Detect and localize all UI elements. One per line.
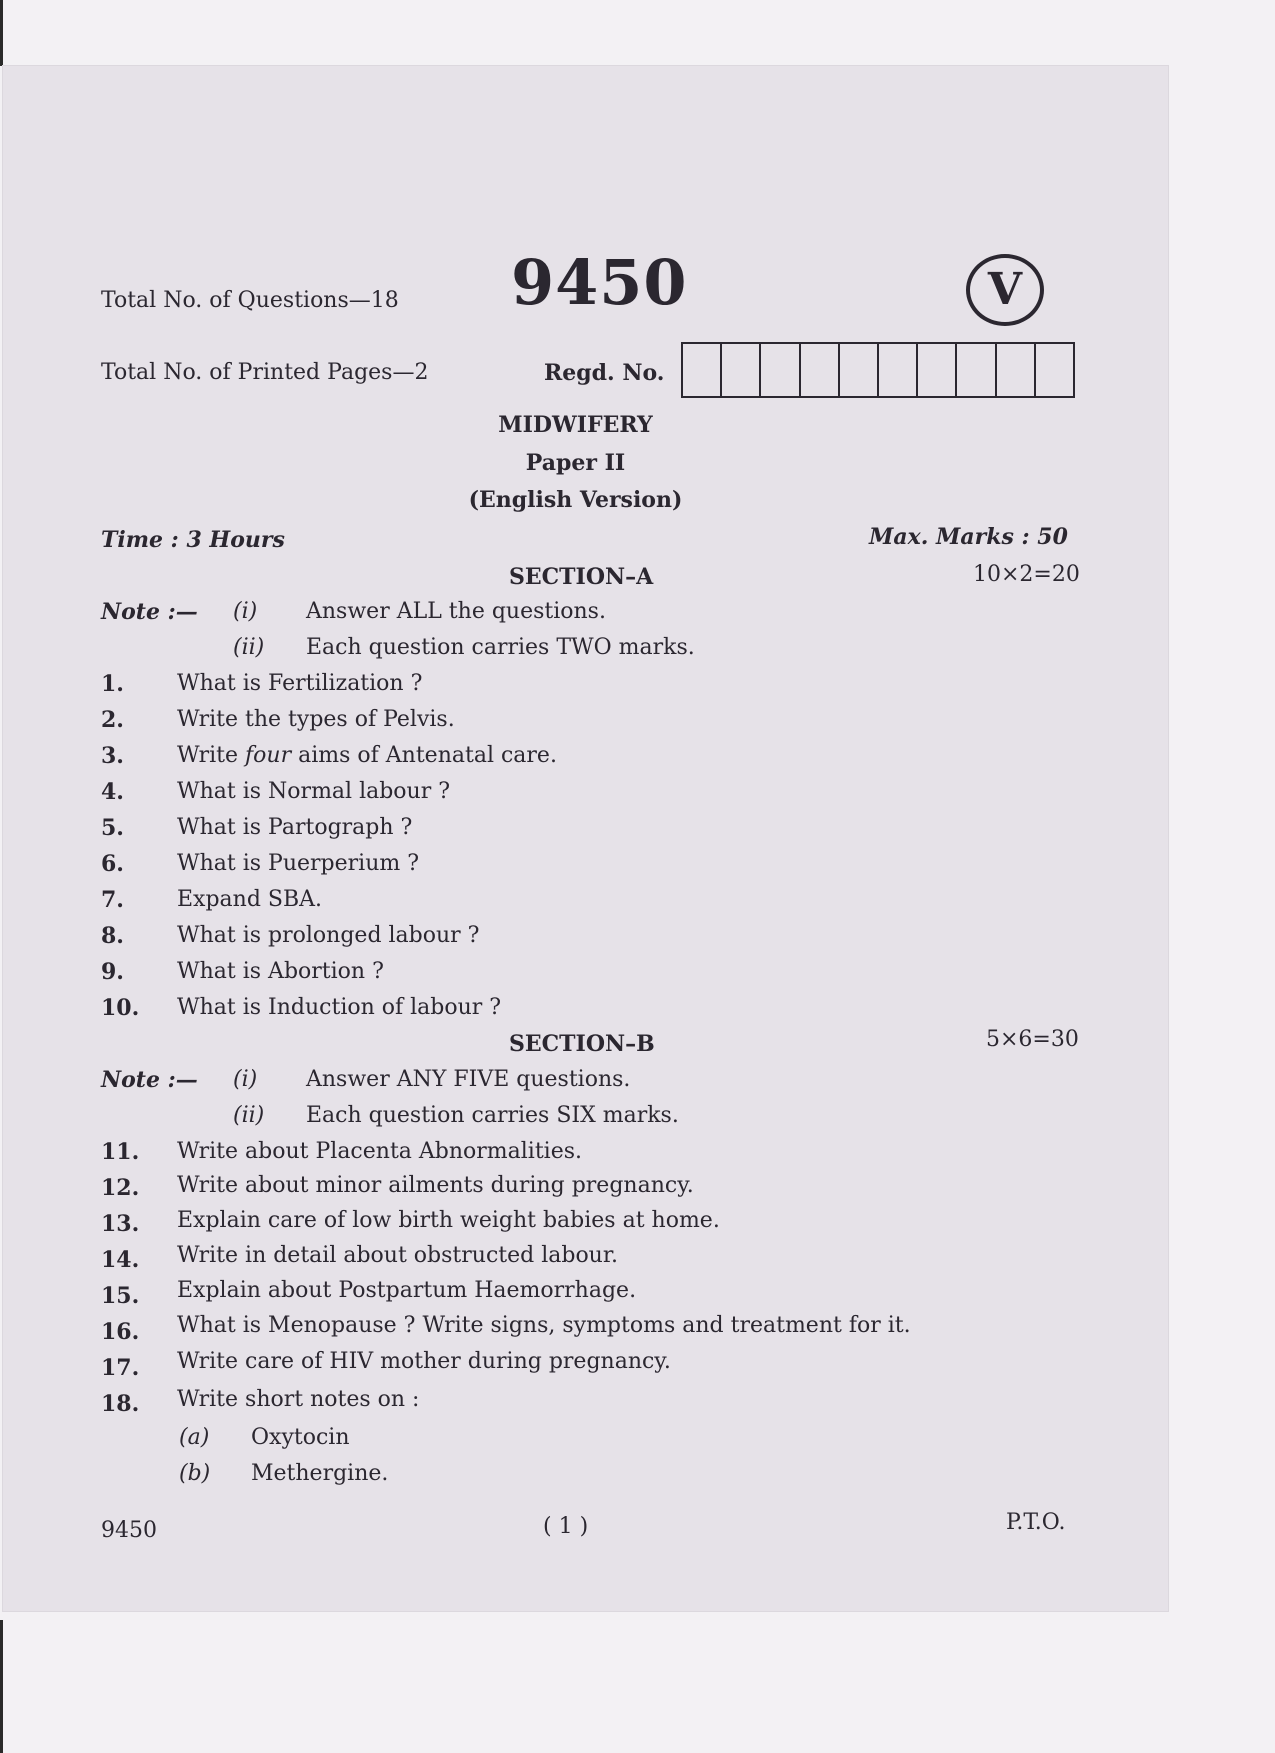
subject-title: MIDWIFERY [498, 412, 653, 438]
note-text: Each question carries TWO marks. [306, 635, 695, 660]
pto-label: P.T.O. [1006, 1510, 1066, 1535]
question-text: What is Fertilization ? [177, 671, 423, 696]
question-text: Write in detail about obstructed labour. [177, 1243, 618, 1268]
total-questions: Total No. of Questions—18 [101, 288, 399, 313]
time-label: Time : 3 Hours [101, 527, 285, 553]
question-number: 15. [101, 1283, 140, 1309]
question-number: 12. [101, 1175, 140, 1201]
question-text: What is Menopause ? Write signs, symptoms and treatment for it. [177, 1313, 911, 1338]
question-text: What is Partograph ? [177, 815, 413, 840]
regd-label: Regd. No. [544, 360, 665, 386]
section-a-marks: 10×2=20 [973, 562, 1080, 587]
paper-title: Paper II [525, 450, 626, 476]
scan-edge [0, 1620, 3, 1753]
question-number: 5. [101, 815, 124, 841]
subpart-text: Oxytocin [251, 1425, 350, 1450]
question-text: What is Induction of labour ? [177, 995, 502, 1020]
page-number: ( 1 ) [543, 1514, 589, 1539]
regd-cell[interactable] [801, 344, 840, 396]
regd-cell[interactable] [957, 344, 996, 396]
question-text: Write about minor ailments during pregnancy. [177, 1173, 694, 1198]
question-number: 14. [101, 1247, 140, 1273]
regd-cell[interactable] [840, 344, 879, 396]
paper-code: 9450 [511, 246, 688, 319]
section-b-note-label: Note :— [101, 1067, 198, 1093]
question-number: 7. [101, 887, 124, 913]
question-text: What is Normal labour ? [177, 779, 451, 804]
question-text: What is prolonged labour ? [177, 923, 480, 948]
regd-cell[interactable] [722, 344, 761, 396]
question-text: Expand SBA. [177, 887, 323, 912]
question-number: 16. [101, 1319, 140, 1345]
question-number: 1. [101, 671, 124, 697]
version-badge: V [966, 254, 1044, 326]
note-mark: (i) [233, 599, 258, 624]
subpart-mark: (a) [179, 1425, 210, 1450]
question-text: Write short notes on : [177, 1387, 420, 1412]
note-text: Answer ALL the questions. [306, 599, 606, 624]
section-b-marks: 5×6=30 [986, 1027, 1079, 1052]
total-pages: Total No. of Printed Pages—2 [101, 360, 429, 385]
regd-cell[interactable] [879, 344, 918, 396]
question-number: 13. [101, 1211, 140, 1237]
regd-cell[interactable] [761, 344, 800, 396]
question-text: Write about Placenta Abnormalities. [177, 1139, 583, 1164]
max-marks-label: Max. Marks : 50 [869, 524, 1068, 550]
question-number: 17. [101, 1355, 140, 1381]
section-b-heading: SECTION–B [509, 1031, 655, 1057]
regd-number-boxes[interactable] [681, 342, 1075, 398]
question-number: 4. [101, 779, 124, 805]
section-a-note-label: Note :— [101, 599, 198, 625]
note-text: Answer ANY FIVE questions. [306, 1067, 631, 1092]
exam-sheet [3, 66, 1168, 1611]
question-number: 6. [101, 851, 124, 877]
subpart-text: Methergine. [251, 1461, 389, 1486]
note-text: Each question carries SIX marks. [306, 1103, 679, 1128]
regd-cell[interactable] [683, 344, 722, 396]
question-text: Write care of HIV mother during pregnancy. [177, 1349, 671, 1374]
question-text: What is Abortion ? [177, 959, 384, 984]
regd-cell[interactable] [997, 344, 1036, 396]
section-a-heading: SECTION–A [509, 564, 654, 590]
scan-edge [0, 0, 3, 66]
question-number: 18. [101, 1391, 140, 1417]
note-mark: (ii) [233, 635, 265, 660]
footer-code: 9450 [101, 1518, 157, 1543]
question-text: Explain care of low birth weight babies at home. [177, 1208, 720, 1233]
question-text: What is Puerperium ? [177, 851, 420, 876]
question-text: Explain about Postpartum Haemorrhage. [177, 1278, 637, 1303]
subpart-mark: (b) [179, 1461, 211, 1486]
version-title: (English Version) [468, 487, 683, 513]
question-number: 9. [101, 959, 124, 985]
note-mark: (i) [233, 1067, 258, 1092]
question-number: 10. [101, 995, 140, 1021]
question-number: 11. [101, 1139, 140, 1165]
question-text: Write the types of Pelvis. [177, 707, 455, 732]
question-text: Write four aims of Antenatal care. [177, 743, 557, 768]
question-number: 8. [101, 923, 124, 949]
question-number: 3. [101, 743, 124, 769]
note-mark: (ii) [233, 1103, 265, 1128]
question-number: 2. [101, 707, 124, 733]
regd-cell[interactable] [1036, 344, 1073, 396]
regd-cell[interactable] [918, 344, 957, 396]
